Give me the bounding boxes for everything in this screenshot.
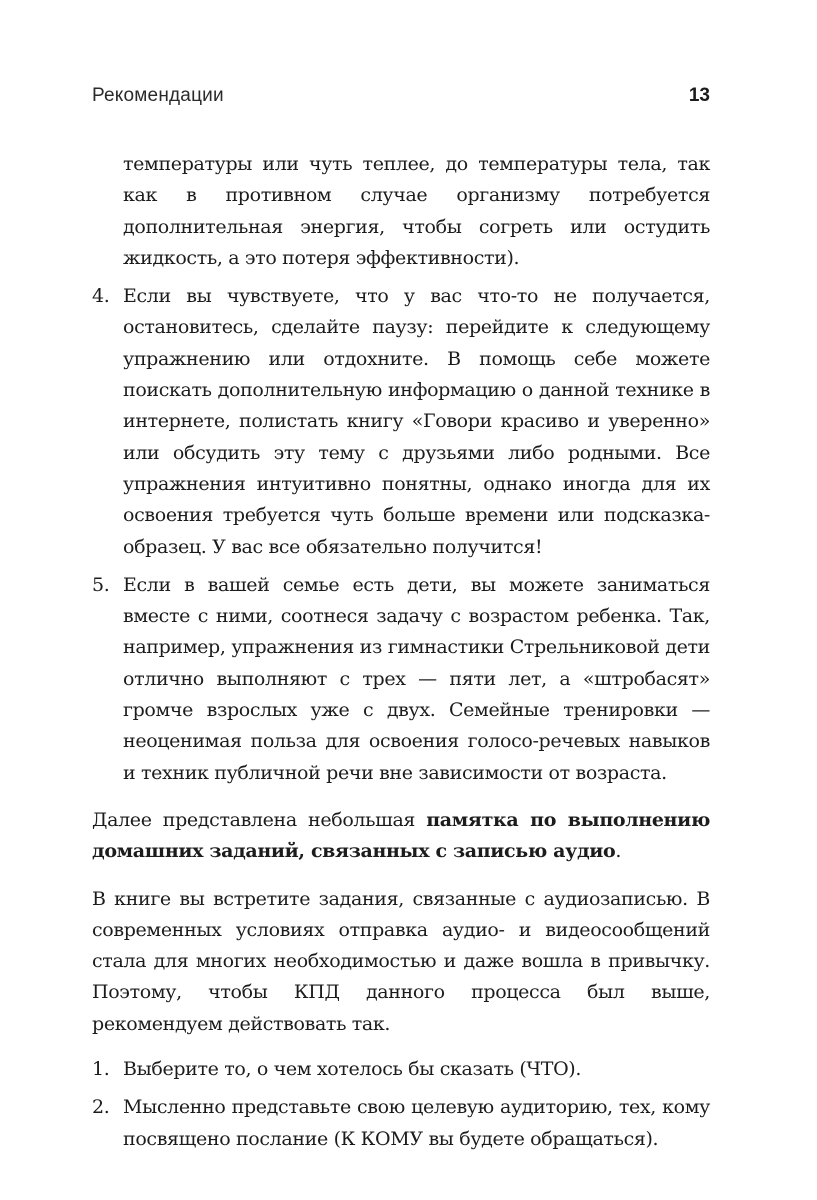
memo-intro: Далее представлена небольшая [92,808,427,831]
list-item-text: Если вы чувствуете, что у вас что-то не получается, остановитесь, сделайте паузу: перейдите к следующему упражнению или отдохните. В помощь себе можете поискать дополнительную информацию о данной технике в интернете, полистать книгу «Говори красиво и уверенно» или обсудить эту тему с друзьями либо родными. Все упражнения интуитивно понятны, однако иногда для их освоения требуется чуть больше времени или подсказка-образец. У вас все обязательно получится! [123,285,710,558]
list-item [92,1054,710,1085]
page-body [92,149,710,1162]
list-item-number: 4. [92,285,110,308]
list-item [92,1092,710,1155]
list-item-number: 5. [92,573,110,596]
running-head: Рекомендации [92,85,224,106]
list-item-text: Выберите то, о чем хотелось бы сказать (ЧТО). [123,1058,582,1081]
list-item [92,570,710,789]
steps-list [92,1054,710,1155]
memo-end: . [615,840,622,863]
list-item-text: Если в вашей семье есть дети, вы можете заниматься вместе с ними, соотнеся задачу с возрастом ребенка. Так, например, упражнения из гимнастики Стрельниковой дети отлично выполняют с трех — пяти лет, а «штробасят» громче взрослых уже с двух. Семейные тренировки — неоценимая польза для освоения голосо-речевых навыков и техник публичной речи вне зависимости от возраста. [123,573,710,784]
list-item [92,281,710,563]
memo-emphasis: памятка по выполнению домашних заданий, связанных с записью аудио [92,808,710,863]
list-item-number: 2. [92,1096,110,1119]
page-number: 13 [688,85,710,106]
audio-paragraph: В книге вы встретите задания, связанные с аудиозаписью. В современных условиях отправка аудио- и видеосообщений стала для многих необходимостью и даже вошла в привычку. Поэтому, чтобы КПД данного процесса был выше, рекомендуем действовать так. [92,887,710,1035]
list-item-text: Мысленно представьте свою целевую аудиторию, тех, кому посвящено послание (К КОМУ вы будете обращаться). [123,1096,710,1150]
memo-paragraph [92,805,710,868]
page-header [92,85,710,107]
list-item-number: 1. [92,1058,110,1081]
continued-paragraph: температуры или чуть теплее, до температуры тела, так как в противном случае организму потребуется дополнительная энергия, чтобы согреть или остудить жидкость, а это потеря эффективности). [123,153,710,269]
